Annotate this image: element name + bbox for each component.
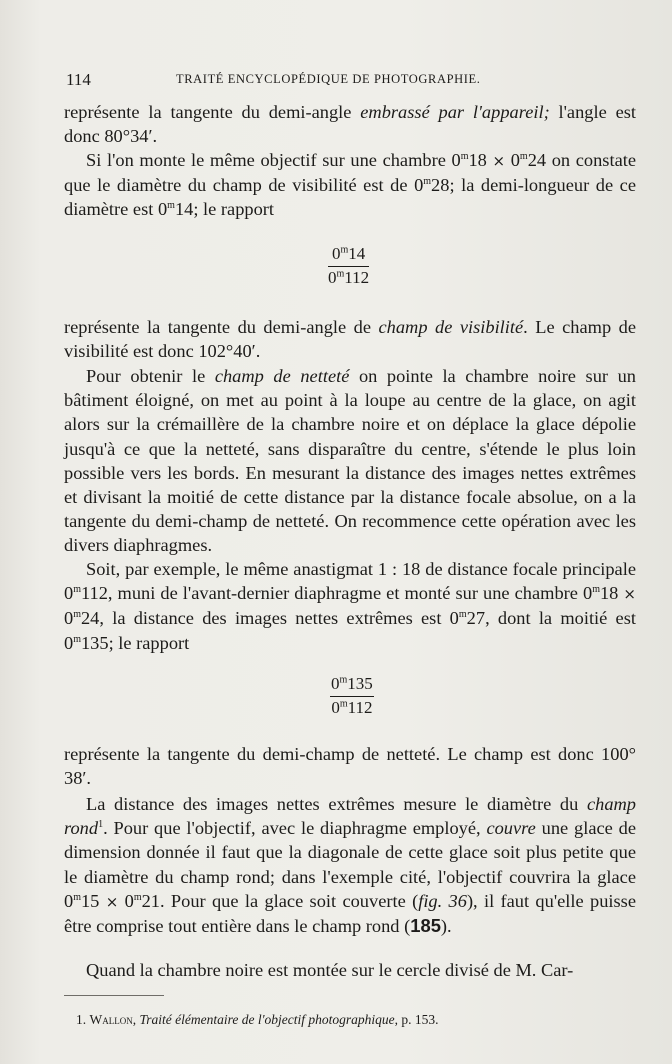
footnote xyxy=(76,1012,438,1028)
fraction-numerator xyxy=(331,244,366,266)
unit-superscript: m xyxy=(73,891,81,903)
text-run: 112 xyxy=(347,698,373,718)
footnote-rule xyxy=(64,995,164,996)
paragraph-nettete xyxy=(64,364,636,558)
footnote-number: 1. xyxy=(76,1012,87,1027)
text-run: 0 xyxy=(331,674,340,693)
text-run: 0 xyxy=(118,890,134,911)
text-run: 15 xyxy=(80,890,106,911)
emphasis-text: embrassé par l'appareil; xyxy=(360,102,550,122)
text-run: une glace de dimension donnée il faut que la diagonale de cette glace soit plus petite que le diamètre du champ rond; dans l'exemple cité, l'objectif couvrira la glace 0 xyxy=(64,818,636,911)
text-run: La distance des images nettes extrêmes mesure le diamètre du xyxy=(86,794,587,814)
text-run: . Le champ de visibilité est donc 102°40′. xyxy=(64,317,636,362)
unit-superscript: m xyxy=(73,609,81,621)
text-run: 14 xyxy=(348,244,366,263)
section-reference: 185 xyxy=(410,915,441,937)
page-number: 114 xyxy=(66,70,91,89)
text-run: 0 xyxy=(505,150,520,170)
text-run: . Pour que l'objectif, avec le diaphragme employé, xyxy=(103,818,487,839)
text-run: 112 xyxy=(344,268,370,288)
emphasis-text: champ de visibilité xyxy=(378,317,524,337)
text-run: 0 xyxy=(331,698,340,718)
fraction-ratio-1 xyxy=(328,244,369,288)
text-run: Si l'on monte le même objectif sur une chambre 0 xyxy=(86,150,461,170)
emphasis-text: champ de netteté xyxy=(214,366,350,386)
paragraph-continuation xyxy=(64,100,636,148)
paragraph-chambre xyxy=(64,148,636,222)
unit-superscript: m xyxy=(133,891,142,903)
text-run: 21. Pour que la glace soit couverte ( xyxy=(141,890,419,911)
text-run: 18 xyxy=(599,583,624,604)
text-run: représente la tangente du demi-champ de netteté. Le champ est donc 100° 38′. xyxy=(64,744,636,789)
text-run: 18 xyxy=(468,150,493,170)
unit-superscript: m xyxy=(73,633,81,645)
fraction-numerator xyxy=(330,674,374,696)
page-header xyxy=(66,70,632,92)
text-run: 135 xyxy=(347,674,373,693)
unit-superscript: m xyxy=(340,244,349,256)
unit-superscript: m xyxy=(519,150,528,162)
footnote-marker: 1 xyxy=(98,819,104,831)
paragraph-cercle xyxy=(64,958,636,982)
text-run: l'angle est donc 80°34′. xyxy=(64,102,636,147)
times-sign: × xyxy=(623,585,636,604)
emphasis-text: couvre xyxy=(486,818,536,839)
unit-superscript: m xyxy=(167,200,175,212)
unit-superscript: m xyxy=(460,150,469,162)
text-run: on pointe la chambre noire sur un bâtiment éloigné, on met au point à la loupe au centre de la glace, on agit alors sur la crémaillère de la chambre noire et on déplace la glace dépolie jusqu'à ce que la netteté, sans disparaître du centre, s'étende le plus loin possible vers les bords. En mesurant la distance des images nettes extrêmes et divisant la moitié de cette distance par la distance focale absolue, on a la tangente du demi-champ de netteté. On recommence cette opération avec les divers diaphragmes. xyxy=(64,366,636,556)
emphasis-text: fig. 36 xyxy=(418,890,467,911)
text-run: représente la tangente du demi-angle xyxy=(64,102,361,122)
fraction-ratio-2 xyxy=(330,674,374,718)
text-run: 14; le rapport xyxy=(174,199,275,220)
unit-superscript: m xyxy=(339,674,348,686)
times-sign: × xyxy=(105,892,119,911)
fraction-denominator xyxy=(331,697,372,718)
unit-superscript: m xyxy=(592,584,600,596)
text-run: 27, dont la moitié est 0 xyxy=(64,608,636,653)
running-title: TRAITÉ ENCYCLOPÉDIQUE DE PHOTOGRAPHIE. xyxy=(176,72,481,86)
paragraph-visibilite xyxy=(64,315,636,363)
text-run: ), il faut qu'elle puisse être comprise tout entière dans le champ rond ( xyxy=(64,890,636,937)
unit-superscript: m xyxy=(336,268,345,280)
paragraph-exemple xyxy=(64,557,636,655)
footnote-title: Traité élémentaire de l'objectif photographique xyxy=(139,1012,395,1027)
text-run: 28; la demi-longueur de ce diamètre est 0 xyxy=(64,175,636,220)
text-run: Soit, par exemple, le même anastigmat 1 : 18 de distance focale principale 0 xyxy=(64,559,636,604)
unit-superscript: m xyxy=(423,176,432,188)
text-run: 0 xyxy=(328,268,337,288)
fraction-denominator xyxy=(328,267,369,288)
unit-superscript: m xyxy=(73,584,81,596)
footnote-page: , p. 153. xyxy=(394,1012,439,1027)
footnote-author: Wallon, xyxy=(89,1012,137,1027)
text-run: représente la tangente du demi-angle de xyxy=(64,317,379,337)
paragraph-champ-rond xyxy=(64,792,636,938)
unit-superscript: m xyxy=(339,698,348,710)
text-run: Quand la chambre noire est montée sur le cercle divisé de M. Car- xyxy=(86,960,574,980)
text-run: ). xyxy=(440,916,452,937)
paragraph-champ-nettete xyxy=(64,742,636,790)
text-run: 135; le rapport xyxy=(80,632,190,653)
unit-superscript: m xyxy=(458,609,467,621)
text-run: 0 xyxy=(64,608,74,629)
text-run: 112, muni de l'avant-dernier diaphragme et monté sur une chambre 0 xyxy=(80,583,593,604)
text-run: 0 xyxy=(331,244,341,263)
emphasis-text: champ rond xyxy=(64,794,636,839)
text-run: Pour obtenir le xyxy=(86,366,215,386)
text-run: 24 on constate que le diamètre du champ de visibilité est de 0 xyxy=(64,150,636,196)
times-sign: × xyxy=(492,152,506,170)
text-run: 24, la distance des images nettes extrêmes est 0 xyxy=(80,608,459,629)
